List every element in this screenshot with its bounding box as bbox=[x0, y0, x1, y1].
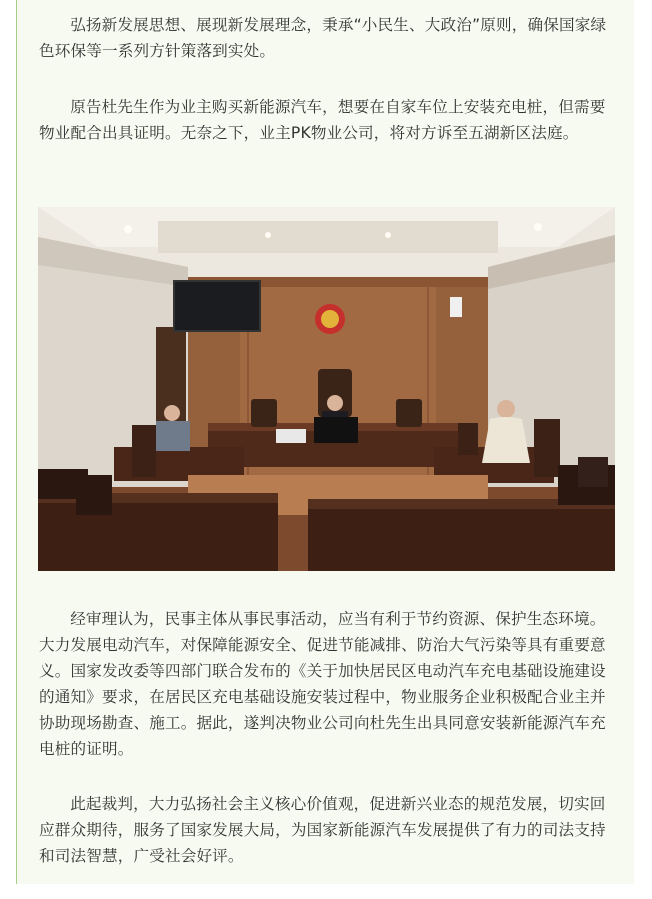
paragraph-2: 原告杜先生作为业主购买新能源汽车，想要在自家车位上安装充电桩，但需要物业配合出具证明。无奈之下，业主PK物业公司，将对方诉至五湖新区法庭。 bbox=[39, 98, 606, 142]
paragraph-1: 弘扬新发展思想、展现新发展理念，秉承“小民生、大政治”原则，确保国家绿色环保等一系列方针策落到实处。 bbox=[39, 16, 607, 60]
paragraph-4: 此起裁判，大力弘扬社会主义核心价值观，促进新兴业态的规范发展，切实回应群众期待，服务了国家发展大局，为国家新能源汽车发展提供了有力的司法支持和司法智慧，广受社会好评。 bbox=[39, 795, 606, 865]
article-body bbox=[16, 0, 634, 884]
paragraph-3: 经审理认为，民事主体从事民事活动，应当有利于节约资源、保护生态环境。大力发展电动汽车，对保障能源安全、促进节能减排、防治大气污染等具有重要意义。国家发改委等四部门联合发布的《关于加快居民区电动汽车充电基础设施建设的通知》要求，在居民区充电基础设施安装过程中，物业服务企业积极配合业主并协助现场勘查、施工。据此，遂判决物业公司向杜先生出具同意安装新能源汽车充电桩的证明。 bbox=[39, 610, 606, 758]
foreground-bench-right bbox=[308, 505, 615, 571]
tv-screen bbox=[174, 281, 260, 331]
foreground-bench-left bbox=[38, 499, 278, 571]
courtroom-photo bbox=[38, 207, 615, 571]
